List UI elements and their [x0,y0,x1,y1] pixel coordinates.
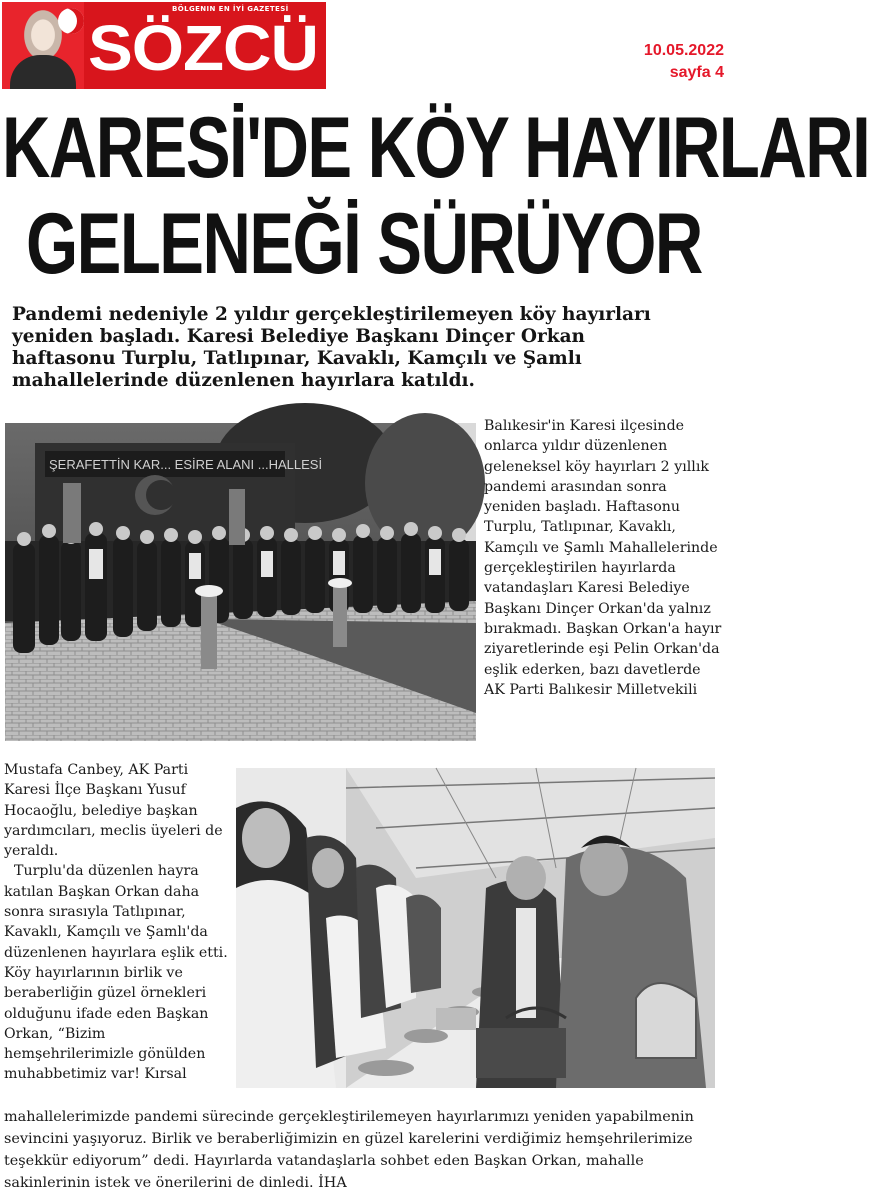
article-column-right [484,416,724,700]
newspaper-logo: SÖZCÜ [88,12,318,84]
article-headline [2,100,869,292]
building-sign-text: ŞERAFETTİN KAR... ESİRE ALANI ...HALLESİ [49,457,323,472]
article-paragraph: mahallelerimizde pandemi sürecinde gerçekleştirilemeyen hayırlarımızı yeniden yapabilmenin sevincini yaşıyoruz. Birlik ve beraberliğimizin en güzel karelerini verdiğimiz hemşehrilerimize teşekkür ediyorum” dedi. Hayırlarda vatandaşlarla sohbet eden Başkan Orkan, mahalle sakinlerinin istek ve önerilerini de dinledi. İHA [4,1109,694,1191]
page-number: sayfa 4 [669,64,724,81]
dateline [644,40,724,84]
article-column-left [4,760,230,1083]
article-paragraph: Turplu'da düzenlen hayra katılan Başkan Orkan daha sonra sırasıyla Tatlıpınar, Kavaklı, Kamçılı ve Şamlı'da düzenlenen hayırlara eşlik etti. Köy hayırlarının birlik ve beraberliğin güzel örnekleri olduğunu ifade eden Başkan Orkan, “Bizim hemşehrilerimizle gönülden muhabbetimiz var! Kırsal [4,863,228,1083]
group-photo [5,423,476,741]
food-table-photo-image [236,768,715,1088]
article-paragraph: Balıkesir'in Karesi ilçesinde onlarca yıldır düzenlenen geleneksel köy hayırları 2 yıllık pandemi arasından sonra yeniden başladı. Haftasonu Turplu, Tatlıpınar, Kavaklı, Kamçılı ve Şamlı Mahallelerinde gerçekleştirilen hayırlarda vatandaşları Karesi Belediye Başkanı Dinçer Orkan'da yalnız bırakmadı. Başkan Orkan'a hayır ziyaretlerinde eşi Pelin Orkan'da eşlik ederken, bazı davetlerde AK Parti Balıkesir Milletvekili [484,418,722,698]
headline-line-2: GELENEĞİ SÜRÜYOR [26,196,702,292]
article-paragraph: Mustafa Canbey, AK Parti Karesi İlçe Başkanı Yusuf Hocaoğlu, belediye başkan yardımcıları, meclis üyeleri de yeraldı. [4,762,223,860]
article-continuation [4,1106,724,1194]
food-table-photo [236,768,715,1088]
article-lede: Pandemi nedeniyle 2 yıldır gerçekleştirilemeyen köy hayırları yeniden başladı. Karesi Belediye Başkanı Dinçer Orkan haftasonu Turplu, Tatlıpınar, Kavaklı, Kamçılı ve Şamlı mahallelerinde düzenlenen hayırlara katıldı. [12,304,651,391]
masthead-slogan: BÖLGENIN EN İYİ GAZETESİ [172,5,289,13]
group-photo-image [5,423,476,741]
newspaper-masthead [2,2,326,89]
headline-line-1: KARESİ'DE KÖY HAYIRLARI [2,100,869,196]
publication-date: 10.05.2022 [643,42,724,59]
